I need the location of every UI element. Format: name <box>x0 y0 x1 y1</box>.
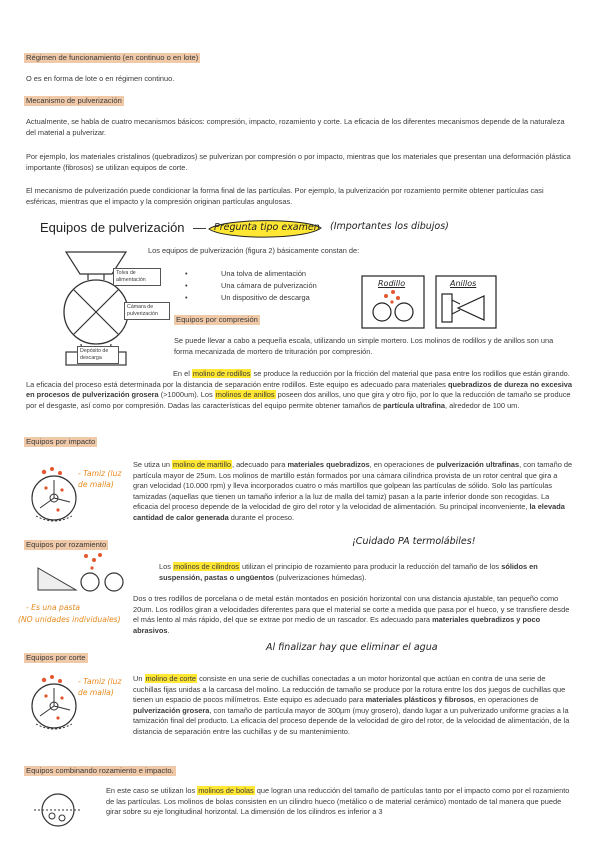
compresion-p2: En el molino de rodillos se produce la reducción por la fricción del material que pasa entre los rodillos que están girando. La eficacia del proceso está determinada por la distancia de separación entre rodillos. Este equipo es adecuado para materiales quebradizos de dureza no excesiva en procesos de pulverización grosera (>1000um). Los molinos de anillos poseen dos anillos, uno que gira y otro fijo, por lo que la reducción de tamaño se produce por el desgaste, así como por compresión. Dadas las características del equipo permite obtener tamaños de partícula ultrafina, alrededor de 100 um. <box>26 369 572 410</box>
exam-note: Pregunta tipo examen <box>214 222 320 233</box>
pasta-note-1: - Es una pasta <box>26 603 81 612</box>
corte-tamiz-note: - Tamiz (luz de malla) <box>78 677 122 697</box>
impacto-tamiz-note: - Tamiz (luz de malla) <box>78 469 122 489</box>
equipos-intro: Los equipos de pulverización (figura 2) básicamente constan de: <box>148 246 360 255</box>
cutting-mill-sketch <box>30 674 80 732</box>
label-tolva: Tolva de alimentación <box>113 268 161 286</box>
pasta-note-2: (NO unidades individuales) <box>18 615 121 624</box>
rozamiento-p1: Los molinos de cilindros utilizan el principio de rozamiento para producir la reducción del tamaño de los sólidos en suspensión, pastas o ungüentos (pulverizaciones húmedas). <box>159 562 538 582</box>
bullet-dispositivo: • Un dispositivo de descarga <box>221 293 310 304</box>
compresion-heading: Equipos por compresión <box>176 315 258 324</box>
bullet-camara: • Una cámara de pulverización <box>221 281 317 292</box>
ball-mill-sketch <box>34 790 84 830</box>
rodillo-label: Rodillo <box>378 279 406 288</box>
mecanismo-p1: Actualmente, se habla de cuatro mecanismos básicos: compresión, impacto, rozamiento y corte. La eficacia de los diferentes mecanismos depende de la naturaleza del material a pulverizar. <box>26 117 565 137</box>
mecanismo-p2: Por ejemplo, los materiales cristalinos (quebradizos) se pulverizan por compresión o por impacto, mientras que los materiales que presentan una deformación plástica importante (fibrosos) se utilizan equipos de corte. <box>26 152 571 172</box>
dibujos-note: (Importantes los dibujos) <box>330 221 449 232</box>
impacto-p: Se utiza un molino de martillo, adecuado para materiales quebradizos, en operaciones de pulverización ultrafinas, con tamaño de partícula mayor de 25um. Los molinos de martillo están formados por una cámara cilíndrica provista de un rotor central que gira a gran velocidad (10.000 rpm) y lleva incorporados cuatro o más martillos que golpean las partículas de sólido. Solo las partículas tamizadas (aquellas que tienen un tamaño inferior a la luz de malla del tamiz) pasan a la parte inferior donde son recogidas. La eficacia del proceso depende de la velocidad de giro del rotor y la velocidad de alimentación. Su principal inconveniente, la elevada cantidad de calor generada durante el proceso. <box>133 460 573 522</box>
combinado-heading: Equipos combinando rozamiento e impacto. <box>26 766 174 775</box>
mecanismo-heading: Mecanismo de pulverización <box>26 96 122 105</box>
hammer-mill-sketch <box>30 466 80 524</box>
combinado-p: En este caso se utilizan los molinos de bolas que logran una reducción del tamaño de partículas tanto por el impacto como por el rozamiento de las partículas. Los molinos de bolas consisten en un cilindro hueco (metálico o de material cerámico) montado de tal manera que puede girar sobre su eje longitudinal horizontal. La dimensión de los cilindros es inferior a 3 <box>106 786 570 817</box>
label-deposito: Depósito de descarga <box>77 346 119 364</box>
regimen-heading: Régimen de funcionamiento (en continuo o en lote) <box>26 53 199 62</box>
agua-note: Al finalizar hay que eliminar el agua <box>266 642 438 653</box>
impacto-heading: Equipos por impacto <box>26 437 96 446</box>
mecanismo-p3: El mecanismo de pulverización puede condicionar la forma final de las partículas. Por ejemplo, la pulverización por rozamiento permite obtener partículas casi esféricas, mientras que el impacto y la compresión originan partículas angulosas. <box>26 186 544 206</box>
regimen-text: O es en forma de lote o en régimen continuo. <box>26 74 175 83</box>
cuidado-note: ¡Cuidado PA termolábiles! <box>352 536 476 547</box>
bullet-tolva: • Una tolva de alimentación <box>221 269 306 280</box>
title-dash: — <box>193 220 206 235</box>
anillos-label: Anillos <box>450 279 477 288</box>
rozamiento-heading: Equipos por rozamiento <box>26 540 107 549</box>
compresion-p1: Se puede llevar a cabo a pequeña escala, utilizando un simple mortero. Los molinos de rodillos y de anillos son una forma mecanizada de mortero de trituración por compresión. <box>174 336 554 356</box>
equipos-title: Equipos de pulverización <box>40 220 185 235</box>
rozamiento-p2: Dos o tres rodillos de porcelana o de metal están montados en posición horizontal con una distancia ajustable, tan pequeño como 20um. Los rodillos giran a velocidades diferentes para que el material se corte a medida que pasa por el hueco, y se transfiere desde el más lento al más rápido, del que se extrae por medio de un rascador. Es adecuado para materiales quebradizos y poco abrasivos. <box>133 594 570 635</box>
corte-heading: Equipos por corte <box>26 653 86 662</box>
label-camara: Cámara de pulverización <box>124 302 170 320</box>
roller-mill-sketch <box>36 552 126 592</box>
corte-p: Un molino de corte consiste en una serie de cuchillas conectadas a un motor horizontal que actúan en contra de una serie de cuchillas fijas unidas a la carcasa del molino. La reducción de tamaño se produce por la rotura entre los dos juegos de cuchillas que tienen un espacio de pocos milímetros. Este equipo es adecuado para materiales plásticos y fibrosos, en operaciones de pulverización grosera, con tamaño de partícula mayor de 300µm (muy grosero), dando lugar a un pulverizado uniforme gracias a la tamización final del producto. La eficacia del proceso depende de la velocidad de giro del rotor, de la velocidad de alimentación, de la distancia de separación entre las cuchillas y de su mantenimiento. <box>133 674 570 736</box>
